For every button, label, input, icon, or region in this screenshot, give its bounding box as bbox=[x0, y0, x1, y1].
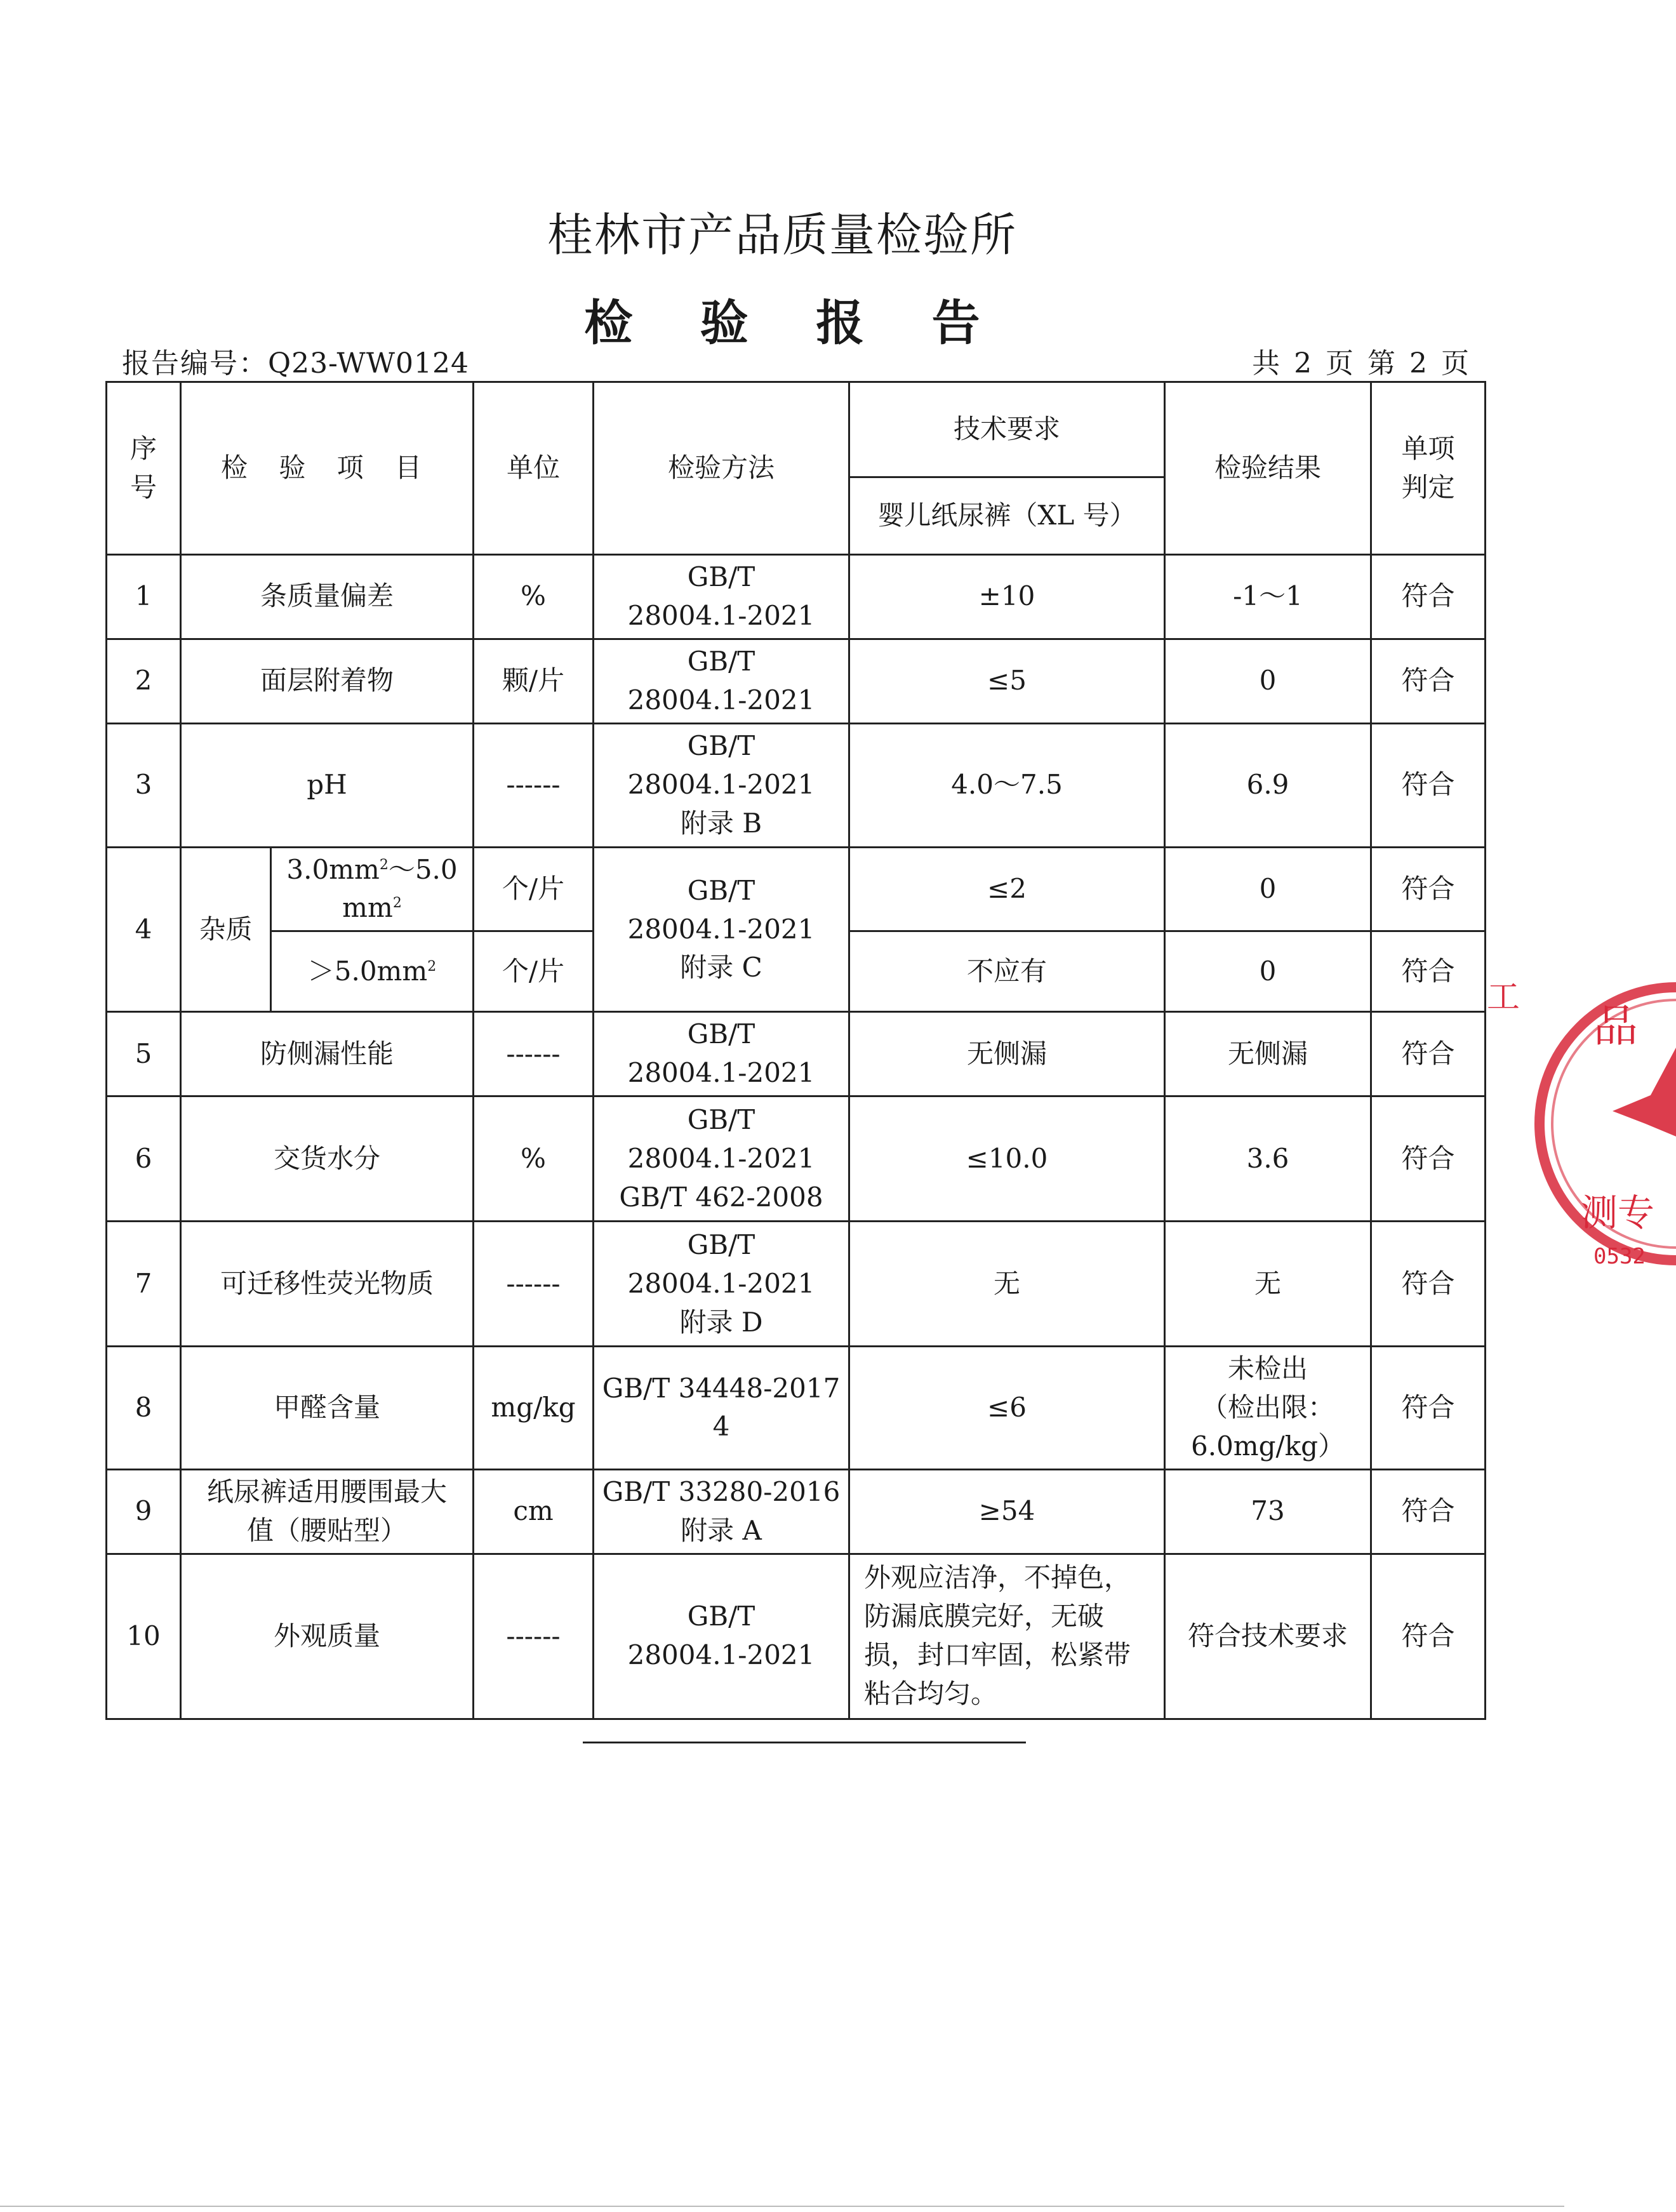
result-line: （检出限： bbox=[1200, 1392, 1334, 1423]
row-unit: % bbox=[474, 1096, 594, 1222]
row-requirement: ±10 bbox=[849, 555, 1165, 639]
row-result: -1～1 bbox=[1165, 555, 1371, 639]
header-tech-req: 技术要求 bbox=[849, 382, 1165, 477]
seal-text: 品 bbox=[1593, 1000, 1638, 1052]
report-number bbox=[122, 340, 469, 381]
method-line: 28004.1-2021 bbox=[627, 913, 815, 945]
row-seq: 10 bbox=[107, 1554, 181, 1719]
row-unit: 颗/片 bbox=[474, 639, 594, 723]
row-seq: 6 bbox=[107, 1096, 181, 1222]
row-requirement: 无 bbox=[849, 1222, 1165, 1347]
row-subitem bbox=[271, 931, 474, 1012]
row-item: 交货水分 bbox=[181, 1096, 474, 1222]
method-line: 28004.1-2021 bbox=[627, 1639, 815, 1671]
row-seq: 3 bbox=[107, 723, 181, 847]
table-row bbox=[107, 1222, 1486, 1347]
method-line: GB/T bbox=[687, 1229, 755, 1260]
row-judgment: 符合 bbox=[1371, 723, 1486, 847]
row-item: 甲醛含量 bbox=[181, 1347, 474, 1470]
requirement-line: 防漏底膜完好，无破 bbox=[864, 1601, 1105, 1632]
item-line: 纸尿裤适用腰围最大 bbox=[206, 1476, 447, 1507]
method-line: 附录 A bbox=[681, 1514, 762, 1546]
seal-text: 0532 bbox=[1593, 1244, 1646, 1269]
row-judgment: 符合 bbox=[1371, 1096, 1486, 1222]
row-item: 杂质 bbox=[181, 847, 271, 1012]
method-line: GB/T bbox=[687, 1601, 755, 1632]
row-seq: 5 bbox=[107, 1012, 181, 1096]
table-row bbox=[107, 639, 1486, 723]
item-line: 值（腰贴型） bbox=[246, 1514, 407, 1546]
row-judgment: 符合 bbox=[1371, 1554, 1486, 1719]
method-line: 4 bbox=[712, 1411, 730, 1442]
row-requirement: 不应有 bbox=[849, 931, 1165, 1012]
subitem-text: ～5.0 bbox=[388, 853, 458, 885]
organization-name: 桂林市产品质量检验所 bbox=[547, 208, 1017, 262]
row-seq: 2 bbox=[107, 639, 181, 723]
superscript: 2 bbox=[427, 958, 437, 975]
table-row bbox=[107, 1554, 1486, 1719]
row-judgment: 符合 bbox=[1371, 555, 1486, 639]
method-line: GB/T bbox=[687, 874, 755, 906]
table-row bbox=[107, 723, 1486, 847]
end-of-report-line bbox=[583, 1742, 1026, 1743]
requirement-line: 外观应洁净，不掉色， bbox=[864, 1562, 1131, 1594]
row-method bbox=[594, 1469, 849, 1554]
row-item bbox=[181, 1469, 474, 1554]
row-requirement: ≤6 bbox=[849, 1347, 1165, 1470]
requirement-line: 粘合均匀。 bbox=[864, 1677, 998, 1709]
row-result: 符合技术要求 bbox=[1165, 1554, 1371, 1719]
row-unit: ------ bbox=[474, 1554, 594, 1719]
row-result: 6.9 bbox=[1165, 723, 1371, 847]
method-line: 28004.1-2021 bbox=[627, 769, 815, 801]
inspection-table bbox=[105, 381, 1486, 1720]
header-item: 检 验 项 目 bbox=[181, 382, 474, 555]
row-method bbox=[594, 1554, 849, 1719]
subitem-text: 3.0mm bbox=[286, 853, 380, 885]
table-header-row bbox=[107, 382, 1486, 477]
method-line: 28004.1-2021 bbox=[627, 1057, 815, 1089]
result-line: 未检出 bbox=[1227, 1353, 1308, 1385]
method-line: GB/T 33280-2016 bbox=[602, 1476, 841, 1507]
row-unit: ------ bbox=[474, 1012, 594, 1096]
subitem-text: mm bbox=[342, 892, 393, 924]
row-seq: 4 bbox=[107, 847, 181, 1012]
header-unit: 单位 bbox=[474, 382, 594, 555]
method-line: GB/T bbox=[687, 561, 755, 592]
row-method bbox=[594, 639, 849, 723]
official-seal-stamp bbox=[1486, 965, 1676, 1283]
table-row bbox=[107, 1347, 1486, 1470]
header-judgment: 单项 判定 bbox=[1371, 382, 1486, 555]
row-requirement: ≥54 bbox=[849, 1469, 1165, 1554]
row-judgment: 符合 bbox=[1371, 639, 1486, 723]
row-judgment: 符合 bbox=[1371, 1222, 1486, 1347]
superscript: 2 bbox=[392, 895, 402, 912]
row-unit: mg/kg bbox=[474, 1347, 594, 1470]
row-unit: % bbox=[474, 555, 594, 639]
row-seq: 1 bbox=[107, 555, 181, 639]
table-row bbox=[107, 1096, 1486, 1222]
document-title: 检 验 报 告 bbox=[584, 295, 1006, 351]
row-unit: 个/片 bbox=[474, 847, 594, 931]
row-seq: 8 bbox=[107, 1347, 181, 1470]
row-unit: 个/片 bbox=[474, 931, 594, 1012]
method-line: 28004.1-2021 bbox=[627, 1142, 815, 1174]
row-requirement: ≤10.0 bbox=[849, 1096, 1165, 1222]
row-judgment: 符合 bbox=[1371, 1012, 1486, 1096]
report-number-label: 报告编号： bbox=[122, 347, 268, 380]
row-item: 防侧漏性能 bbox=[181, 1012, 474, 1096]
subitem-text: ＞5.0mm bbox=[307, 955, 428, 987]
table-row bbox=[107, 847, 1486, 931]
header-method: 检验方法 bbox=[594, 382, 849, 555]
row-result bbox=[1165, 1347, 1371, 1470]
result-line: 6.0mg/kg） bbox=[1191, 1430, 1345, 1462]
row-requirement: 4.0～7.5 bbox=[849, 723, 1165, 847]
method-line: GB/T bbox=[687, 645, 755, 677]
row-result: 73 bbox=[1165, 1469, 1371, 1554]
row-method bbox=[594, 723, 849, 847]
row-seq: 9 bbox=[107, 1469, 181, 1554]
row-item: 外观质量 bbox=[181, 1554, 474, 1719]
row-item: 可迁移性荧光物质 bbox=[181, 1222, 474, 1347]
row-method bbox=[594, 1222, 849, 1347]
method-line: GB/T bbox=[687, 730, 755, 762]
method-line: GB/T bbox=[687, 1103, 755, 1135]
row-unit: ------ bbox=[474, 723, 594, 847]
row-judgment: 符合 bbox=[1371, 931, 1486, 1012]
method-line: GB/T 462-2008 bbox=[619, 1181, 823, 1213]
row-result: 0 bbox=[1165, 931, 1371, 1012]
method-line: 附录 B bbox=[680, 808, 762, 839]
method-line: GB/T 34448-2017 bbox=[602, 1372, 841, 1404]
superscript: 2 bbox=[379, 856, 389, 873]
row-result: 0 bbox=[1165, 639, 1371, 723]
method-line: 28004.1-2021 bbox=[627, 599, 815, 631]
row-judgment: 符合 bbox=[1371, 1469, 1486, 1554]
row-method bbox=[594, 555, 849, 639]
row-method bbox=[594, 1096, 849, 1222]
method-line: 附录 C bbox=[680, 952, 762, 983]
row-judgment: 符合 bbox=[1371, 847, 1486, 931]
row-seq: 7 bbox=[107, 1222, 181, 1347]
row-item: 面层附着物 bbox=[181, 639, 474, 723]
report-number-value: Q23-WW0124 bbox=[268, 347, 469, 380]
row-judgment: 符合 bbox=[1371, 1347, 1486, 1470]
row-method bbox=[594, 1347, 849, 1470]
row-item: 条质量偏差 bbox=[181, 555, 474, 639]
row-unit: cm bbox=[474, 1469, 594, 1554]
table-row bbox=[107, 555, 1486, 639]
method-line: 附录 D bbox=[679, 1306, 763, 1338]
row-method bbox=[594, 847, 849, 1012]
method-line: GB/T bbox=[687, 1018, 755, 1050]
row-method bbox=[594, 1012, 849, 1096]
header-tech-req-sub: 婴儿纸尿裤（XL 号） bbox=[849, 477, 1165, 555]
row-requirement: ≤2 bbox=[849, 847, 1165, 931]
seal-text: 测专 bbox=[1581, 1191, 1655, 1234]
scan-edge-line bbox=[0, 2206, 1564, 2207]
table-row bbox=[107, 1469, 1486, 1554]
row-result: 0 bbox=[1165, 847, 1371, 931]
row-subitem bbox=[271, 847, 474, 931]
row-requirement: ≤5 bbox=[849, 639, 1165, 723]
row-requirement bbox=[849, 1554, 1165, 1719]
seal-text: 工 bbox=[1487, 978, 1520, 1016]
row-result: 无 bbox=[1165, 1222, 1371, 1347]
row-item: pH bbox=[181, 723, 474, 847]
row-requirement: 无侧漏 bbox=[849, 1012, 1165, 1096]
page-info: 共 2 页 第 2 页 bbox=[1252, 347, 1472, 380]
row-unit: ------ bbox=[474, 1222, 594, 1347]
table-row bbox=[107, 1012, 1486, 1096]
method-line: 28004.1-2021 bbox=[627, 1267, 815, 1299]
requirement-line: 损，封口牢固，松紧带 bbox=[864, 1639, 1131, 1671]
method-line: 28004.1-2021 bbox=[627, 684, 815, 716]
row-result: 无侧漏 bbox=[1165, 1012, 1371, 1096]
header-result: 检验结果 bbox=[1165, 382, 1371, 555]
header-seq: 序 号 bbox=[107, 382, 181, 555]
row-result: 3.6 bbox=[1165, 1096, 1371, 1222]
